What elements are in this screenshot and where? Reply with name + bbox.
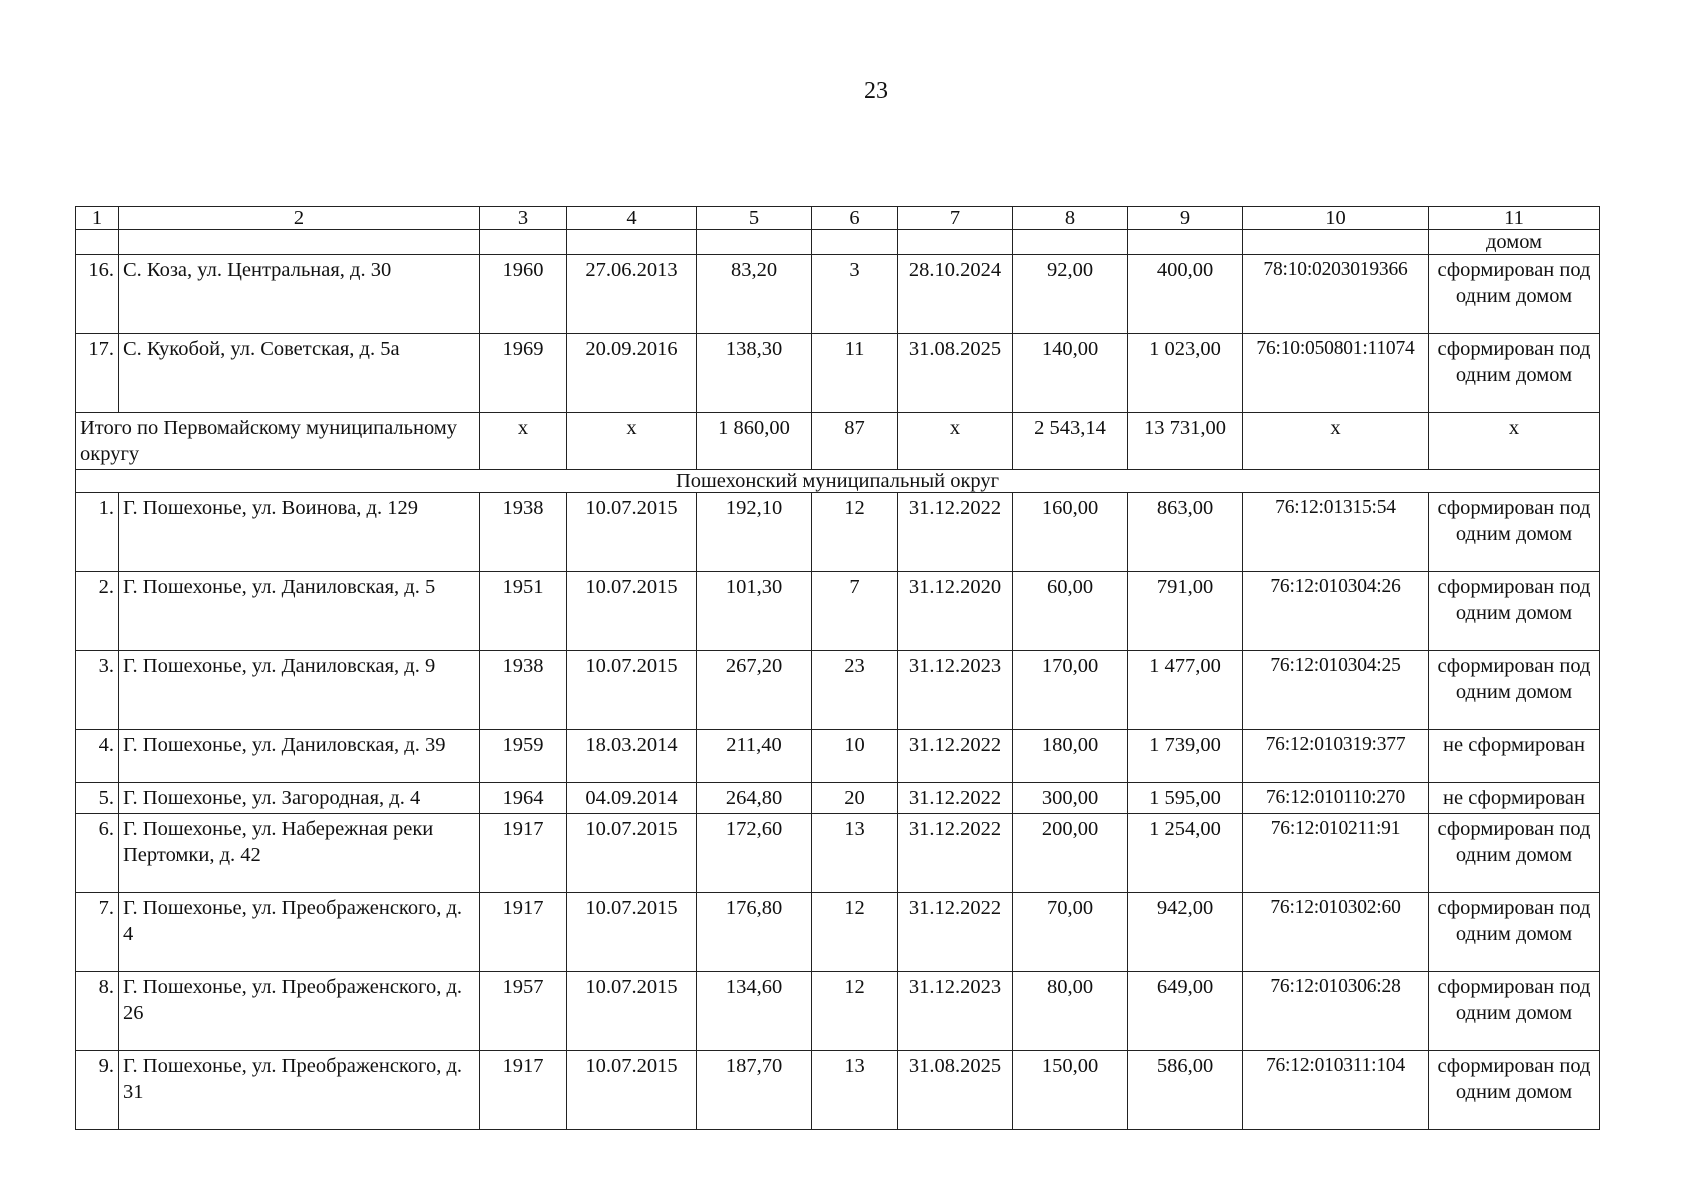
section-row <box>76 470 1600 493</box>
cell-c9: 863,00 <box>1128 493 1243 572</box>
total-c4: х <box>567 413 697 470</box>
column-number-1: 1 <box>76 207 119 230</box>
cell-c7: 31.12.2022 <box>898 814 1013 893</box>
cell-c11: не сформирован <box>1429 730 1600 783</box>
cell-c3: 1917 <box>480 814 567 893</box>
table-cell <box>1013 230 1128 255</box>
cell-c9: 649,00 <box>1128 972 1243 1051</box>
cell-c7: 31.12.2022 <box>898 783 1013 814</box>
cell-c8: 80,00 <box>1013 972 1128 1051</box>
cell-c5: 267,20 <box>697 651 812 730</box>
cell-c3: 1938 <box>480 493 567 572</box>
table-cell <box>76 230 119 255</box>
cell-c8: 200,00 <box>1013 814 1128 893</box>
cell-c4: 10.07.2015 <box>567 893 697 972</box>
cell-c6: 12 <box>812 972 898 1051</box>
cell-c9: 1 595,00 <box>1128 783 1243 814</box>
cell-c6: 11 <box>812 334 898 413</box>
column-number-3: 3 <box>480 207 567 230</box>
cell-c9: 400,00 <box>1128 255 1243 334</box>
cell-c6: 12 <box>812 493 898 572</box>
table-cell <box>812 230 898 255</box>
cell-c9: 791,00 <box>1128 572 1243 651</box>
cell-c9: 942,00 <box>1128 893 1243 972</box>
table-cell <box>898 230 1013 255</box>
cell-c3: 1959 <box>480 730 567 783</box>
housing-table <box>75 206 1600 1130</box>
cell-c2: Г. Пошехонье, ул. Воинова, д. 129 <box>119 493 480 572</box>
cell-c10: 76:12:010302:60 <box>1243 893 1429 972</box>
cell-c8: 92,00 <box>1013 255 1128 334</box>
cell-c4: 20.09.2016 <box>567 334 697 413</box>
column-number-11: 11 <box>1429 207 1600 230</box>
cell-c7: 31.12.2022 <box>898 730 1013 783</box>
cell-c1: 1. <box>76 493 119 572</box>
cell-c10: 76:12:010110:270 <box>1243 783 1429 814</box>
cell-c4: 10.07.2015 <box>567 972 697 1051</box>
column-number-5: 5 <box>697 207 812 230</box>
cell-c4: 10.07.2015 <box>567 1051 697 1130</box>
cell-c5: 187,70 <box>697 1051 812 1130</box>
column-number-8: 8 <box>1013 207 1128 230</box>
table-row <box>76 814 1600 893</box>
cell-c11: не сформирован <box>1429 783 1600 814</box>
cell-c2: Г. Пошехонье, ул. Загородная, д. 4 <box>119 783 480 814</box>
column-number-9: 9 <box>1128 207 1243 230</box>
total-row <box>76 413 1600 470</box>
cell-c6: 20 <box>812 783 898 814</box>
cell-c5: 83,20 <box>697 255 812 334</box>
table-row <box>76 893 1600 972</box>
cell-c7: 31.08.2025 <box>898 334 1013 413</box>
cell-c1: 2. <box>76 572 119 651</box>
cell-c6: 7 <box>812 572 898 651</box>
cell-c3: 1969 <box>480 334 567 413</box>
cell-c9: 1 254,00 <box>1128 814 1243 893</box>
column-number-7: 7 <box>898 207 1013 230</box>
cell-c4: 10.07.2015 <box>567 493 697 572</box>
cell-c5: 192,10 <box>697 493 812 572</box>
cell-c10: 76:12:010304:25 <box>1243 651 1429 730</box>
cell-c4: 10.07.2015 <box>567 651 697 730</box>
total-c6: 87 <box>812 413 898 470</box>
total-label: Итого по Первомайскому муниципальному округу <box>76 413 480 470</box>
cell-c5: 264,80 <box>697 783 812 814</box>
column-number-10: 10 <box>1243 207 1429 230</box>
cell-c10: 76:12:010211:91 <box>1243 814 1429 893</box>
table-row <box>76 255 1600 334</box>
cell-c7: 31.12.2023 <box>898 972 1013 1051</box>
total-c10: х <box>1243 413 1429 470</box>
cell-c4: 18.03.2014 <box>567 730 697 783</box>
cell-c3: 1960 <box>480 255 567 334</box>
table-cell <box>1128 230 1243 255</box>
cell-c6: 10 <box>812 730 898 783</box>
cell-c2: Г. Пошехонье, ул. Даниловская, д. 39 <box>119 730 480 783</box>
cell-c3: 1964 <box>480 783 567 814</box>
cell-c7: 31.12.2022 <box>898 493 1013 572</box>
cell-c5: 176,80 <box>697 893 812 972</box>
table-row <box>76 651 1600 730</box>
cell-c10: 76:12:01315:54 <box>1243 493 1429 572</box>
total-c3: х <box>480 413 567 470</box>
cell-c2: Г. Пошехонье, ул. Преображенского, д. 4 <box>119 893 480 972</box>
cell-c11: сформирован под одним домом <box>1429 493 1600 572</box>
cell-c2: С. Коза, ул. Центральная, д. 30 <box>119 255 480 334</box>
cell-c9: 1 739,00 <box>1128 730 1243 783</box>
cell-c1: 4. <box>76 730 119 783</box>
cell-c2: Г. Пошехонье, ул. Набережная реки Пертомки, д. 42 <box>119 814 480 893</box>
cell-c11: сформирован под одним домом <box>1429 651 1600 730</box>
cell-c6: 13 <box>812 814 898 893</box>
cell-c6: 23 <box>812 651 898 730</box>
table-cell <box>1243 230 1429 255</box>
cell-c11: сформирован под одним домом <box>1429 814 1600 893</box>
table-row <box>76 572 1600 651</box>
table-row <box>76 972 1600 1051</box>
cell-c11: сформирован под одним домом <box>1429 572 1600 651</box>
cell-c6: 3 <box>812 255 898 334</box>
cell-c11: сформирован под одним домом <box>1429 893 1600 972</box>
cell-c2: Г. Пошехонье, ул. Даниловская, д. 5 <box>119 572 480 651</box>
cell-c7: 31.12.2023 <box>898 651 1013 730</box>
cell-c4: 04.09.2014 <box>567 783 697 814</box>
column-number-6: 6 <box>812 207 898 230</box>
cell-c1: 16. <box>76 255 119 334</box>
cell-c8: 60,00 <box>1013 572 1128 651</box>
cell-c8: 300,00 <box>1013 783 1128 814</box>
total-c9: 13 731,00 <box>1128 413 1243 470</box>
table-row <box>76 783 1600 814</box>
cell-c10: 76:12:010319:377 <box>1243 730 1429 783</box>
table-body <box>76 207 1600 1130</box>
cell-c5: 101,30 <box>697 572 812 651</box>
table-row <box>76 493 1600 572</box>
cell-c10: 78:10:0203019366 <box>1243 255 1429 334</box>
cell-c11: сформирован под одним домом <box>1429 255 1600 334</box>
table-cell <box>480 230 567 255</box>
cell-c8: 150,00 <box>1013 1051 1128 1130</box>
cell-c8: 180,00 <box>1013 730 1128 783</box>
cell-c10: 76:10:050801:11074 <box>1243 334 1429 413</box>
cell-c4: 10.07.2015 <box>567 572 697 651</box>
cell-c9: 1 477,00 <box>1128 651 1243 730</box>
cell-c5: 172,60 <box>697 814 812 893</box>
table-row <box>76 334 1600 413</box>
cell-c1: 3. <box>76 651 119 730</box>
total-c8: 2 543,14 <box>1013 413 1128 470</box>
cell-c5: 138,30 <box>697 334 812 413</box>
cell-c1: 8. <box>76 972 119 1051</box>
cell-c10: 76:12:010306:28 <box>1243 972 1429 1051</box>
cell-c8: 70,00 <box>1013 893 1128 972</box>
cell-c2: С. Кукобой, ул. Советская, д. 5а <box>119 334 480 413</box>
cell-c8: 160,00 <box>1013 493 1128 572</box>
cell-c11: сформирован под одним домом <box>1429 1051 1600 1130</box>
cell-c5: 211,40 <box>697 730 812 783</box>
cell-c6: 12 <box>812 893 898 972</box>
cell-c9: 586,00 <box>1128 1051 1243 1130</box>
cell-c11: сформирован под одним домом <box>1429 334 1600 413</box>
column-number-row <box>76 207 1600 230</box>
cell-c7: 31.12.2022 <box>898 893 1013 972</box>
cell-c1: 6. <box>76 814 119 893</box>
cell-c3: 1917 <box>480 1051 567 1130</box>
cell-c7: 31.12.2020 <box>898 572 1013 651</box>
table-row <box>76 730 1600 783</box>
column-number-2: 2 <box>119 207 480 230</box>
page-number: 23 <box>864 78 888 104</box>
cell-c4: 27.06.2013 <box>567 255 697 334</box>
cell-c8: 170,00 <box>1013 651 1128 730</box>
cell-c2: Г. Пошехонье, ул. Преображенского, д. 26 <box>119 972 480 1051</box>
cell-c10: 76:12:010304:26 <box>1243 572 1429 651</box>
total-c5: 1 860,00 <box>697 413 812 470</box>
total-c11: х <box>1429 413 1600 470</box>
continuation-row <box>76 230 1600 255</box>
column-number-4: 4 <box>567 207 697 230</box>
cell-c2: Г. Пошехонье, ул. Даниловская, д. 9 <box>119 651 480 730</box>
cell-c3: 1938 <box>480 651 567 730</box>
table-cell <box>697 230 812 255</box>
table-cell <box>567 230 697 255</box>
section-title: Пошехонский муниципальный округ <box>76 470 1600 493</box>
cell-c1: 9. <box>76 1051 119 1130</box>
cell-c3: 1917 <box>480 893 567 972</box>
total-c7: х <box>898 413 1013 470</box>
cell-c3: 1951 <box>480 572 567 651</box>
cell-c7: 28.10.2024 <box>898 255 1013 334</box>
cell-c11: сформирован под одним домом <box>1429 972 1600 1051</box>
cell-c4: 10.07.2015 <box>567 814 697 893</box>
cell-c1: 7. <box>76 893 119 972</box>
cell-c3: 1957 <box>480 972 567 1051</box>
cell-c1: 17. <box>76 334 119 413</box>
cell-c9: 1 023,00 <box>1128 334 1243 413</box>
cell-c6: 13 <box>812 1051 898 1130</box>
cell-c2: Г. Пошехонье, ул. Преображенского, д. 31 <box>119 1051 480 1130</box>
cell-c8: 140,00 <box>1013 334 1128 413</box>
table-cell <box>119 230 480 255</box>
cell-c5: 134,60 <box>697 972 812 1051</box>
continuation-text: домом <box>1429 230 1600 255</box>
cell-c7: 31.08.2025 <box>898 1051 1013 1130</box>
table-row <box>76 1051 1600 1130</box>
cell-c10: 76:12:010311:104 <box>1243 1051 1429 1130</box>
cell-c1: 5. <box>76 783 119 814</box>
